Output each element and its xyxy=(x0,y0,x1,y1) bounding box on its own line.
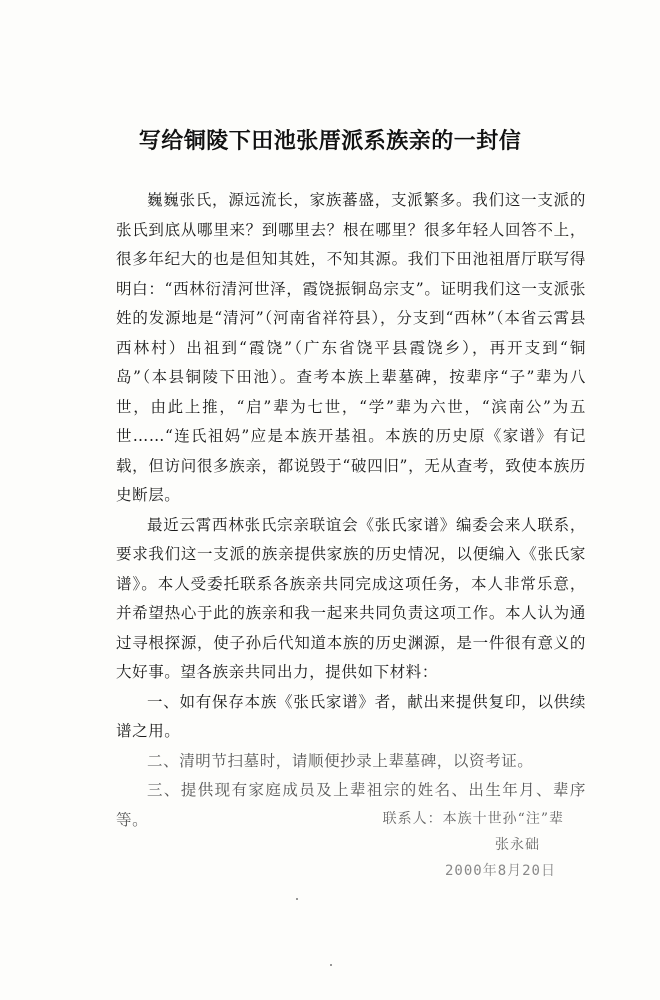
item-tombstone-record: 二、清明节扫墓时，请顺便抄录上辈墓碑，以资考证。 xyxy=(147,751,534,770)
signature-date: 2000年8月20日 xyxy=(444,863,556,879)
item-genealogy-copy: 一、如有保存本族《张氏家谱》者，献出来提供复印，以供续谱之用。 xyxy=(116,692,586,740)
paragraph-request: 最近云霄西林张氏宗亲联谊会《张氏家谱》编委会来人联系，要求我们这一支派的族亲提供家族的历史情况，以便编入《张氏家谱》。本人受委托联系各族亲共同完成这项任务，本人非常乐意，并希望热心于此的族亲和我一起来共同负责这项工作。本人认为通过寻根探源，使子孙后代知道本族的历史渊源，是一件很有意义的大好事。望各族亲共同出力，提供如下材料： xyxy=(116,515,586,681)
paragraph-origin: 巍巍张氏，源远流长，家族蕃盛，支派繁多。我们这一支派的张氏到底从哪里来？到哪里去？根在哪里？很多年轻人回答不上，很多年纪大的也是但知其姓，不知其源。我们下田池祖厝厅联写得明白：“西林衍清河世泽，霞饶振铜岛宗支”。证明我们这一支派张姓的发源地是“清河”（河南省祥符县），分支到“西林”（本省云霄县西林村）出祖到“霞饶”（广东省饶平县霞饶乡），再开支到“铜岛”（本县铜陵下田池）。查考本族上辈墓碑，按辈序“子”辈为八世，由此上推，“启”辈为七世，“学”辈为六世，“滨南公”为五世……“连氏祖妈”应是本族开基祖。本族的历史原《家谱》有记载，但访问很多族亲，都说毁于“破四旧”，无从查考，致使本族历史断层。 xyxy=(116,191,586,504)
signature-contact: 联系人：本族十世孙“注”辈 xyxy=(382,811,564,827)
letter-title: 写给铜陵下田池张厝派系族亲的一封信 xyxy=(138,129,522,154)
letter-body xyxy=(116,186,586,835)
signature-name: 张永础 xyxy=(495,837,540,853)
scan-speck xyxy=(296,898,298,900)
scan-speck xyxy=(330,964,332,966)
item-family-members: 三、提供现有家庭成员及上辈祖宗的姓名、出生年月、辈序等。 xyxy=(116,781,586,829)
